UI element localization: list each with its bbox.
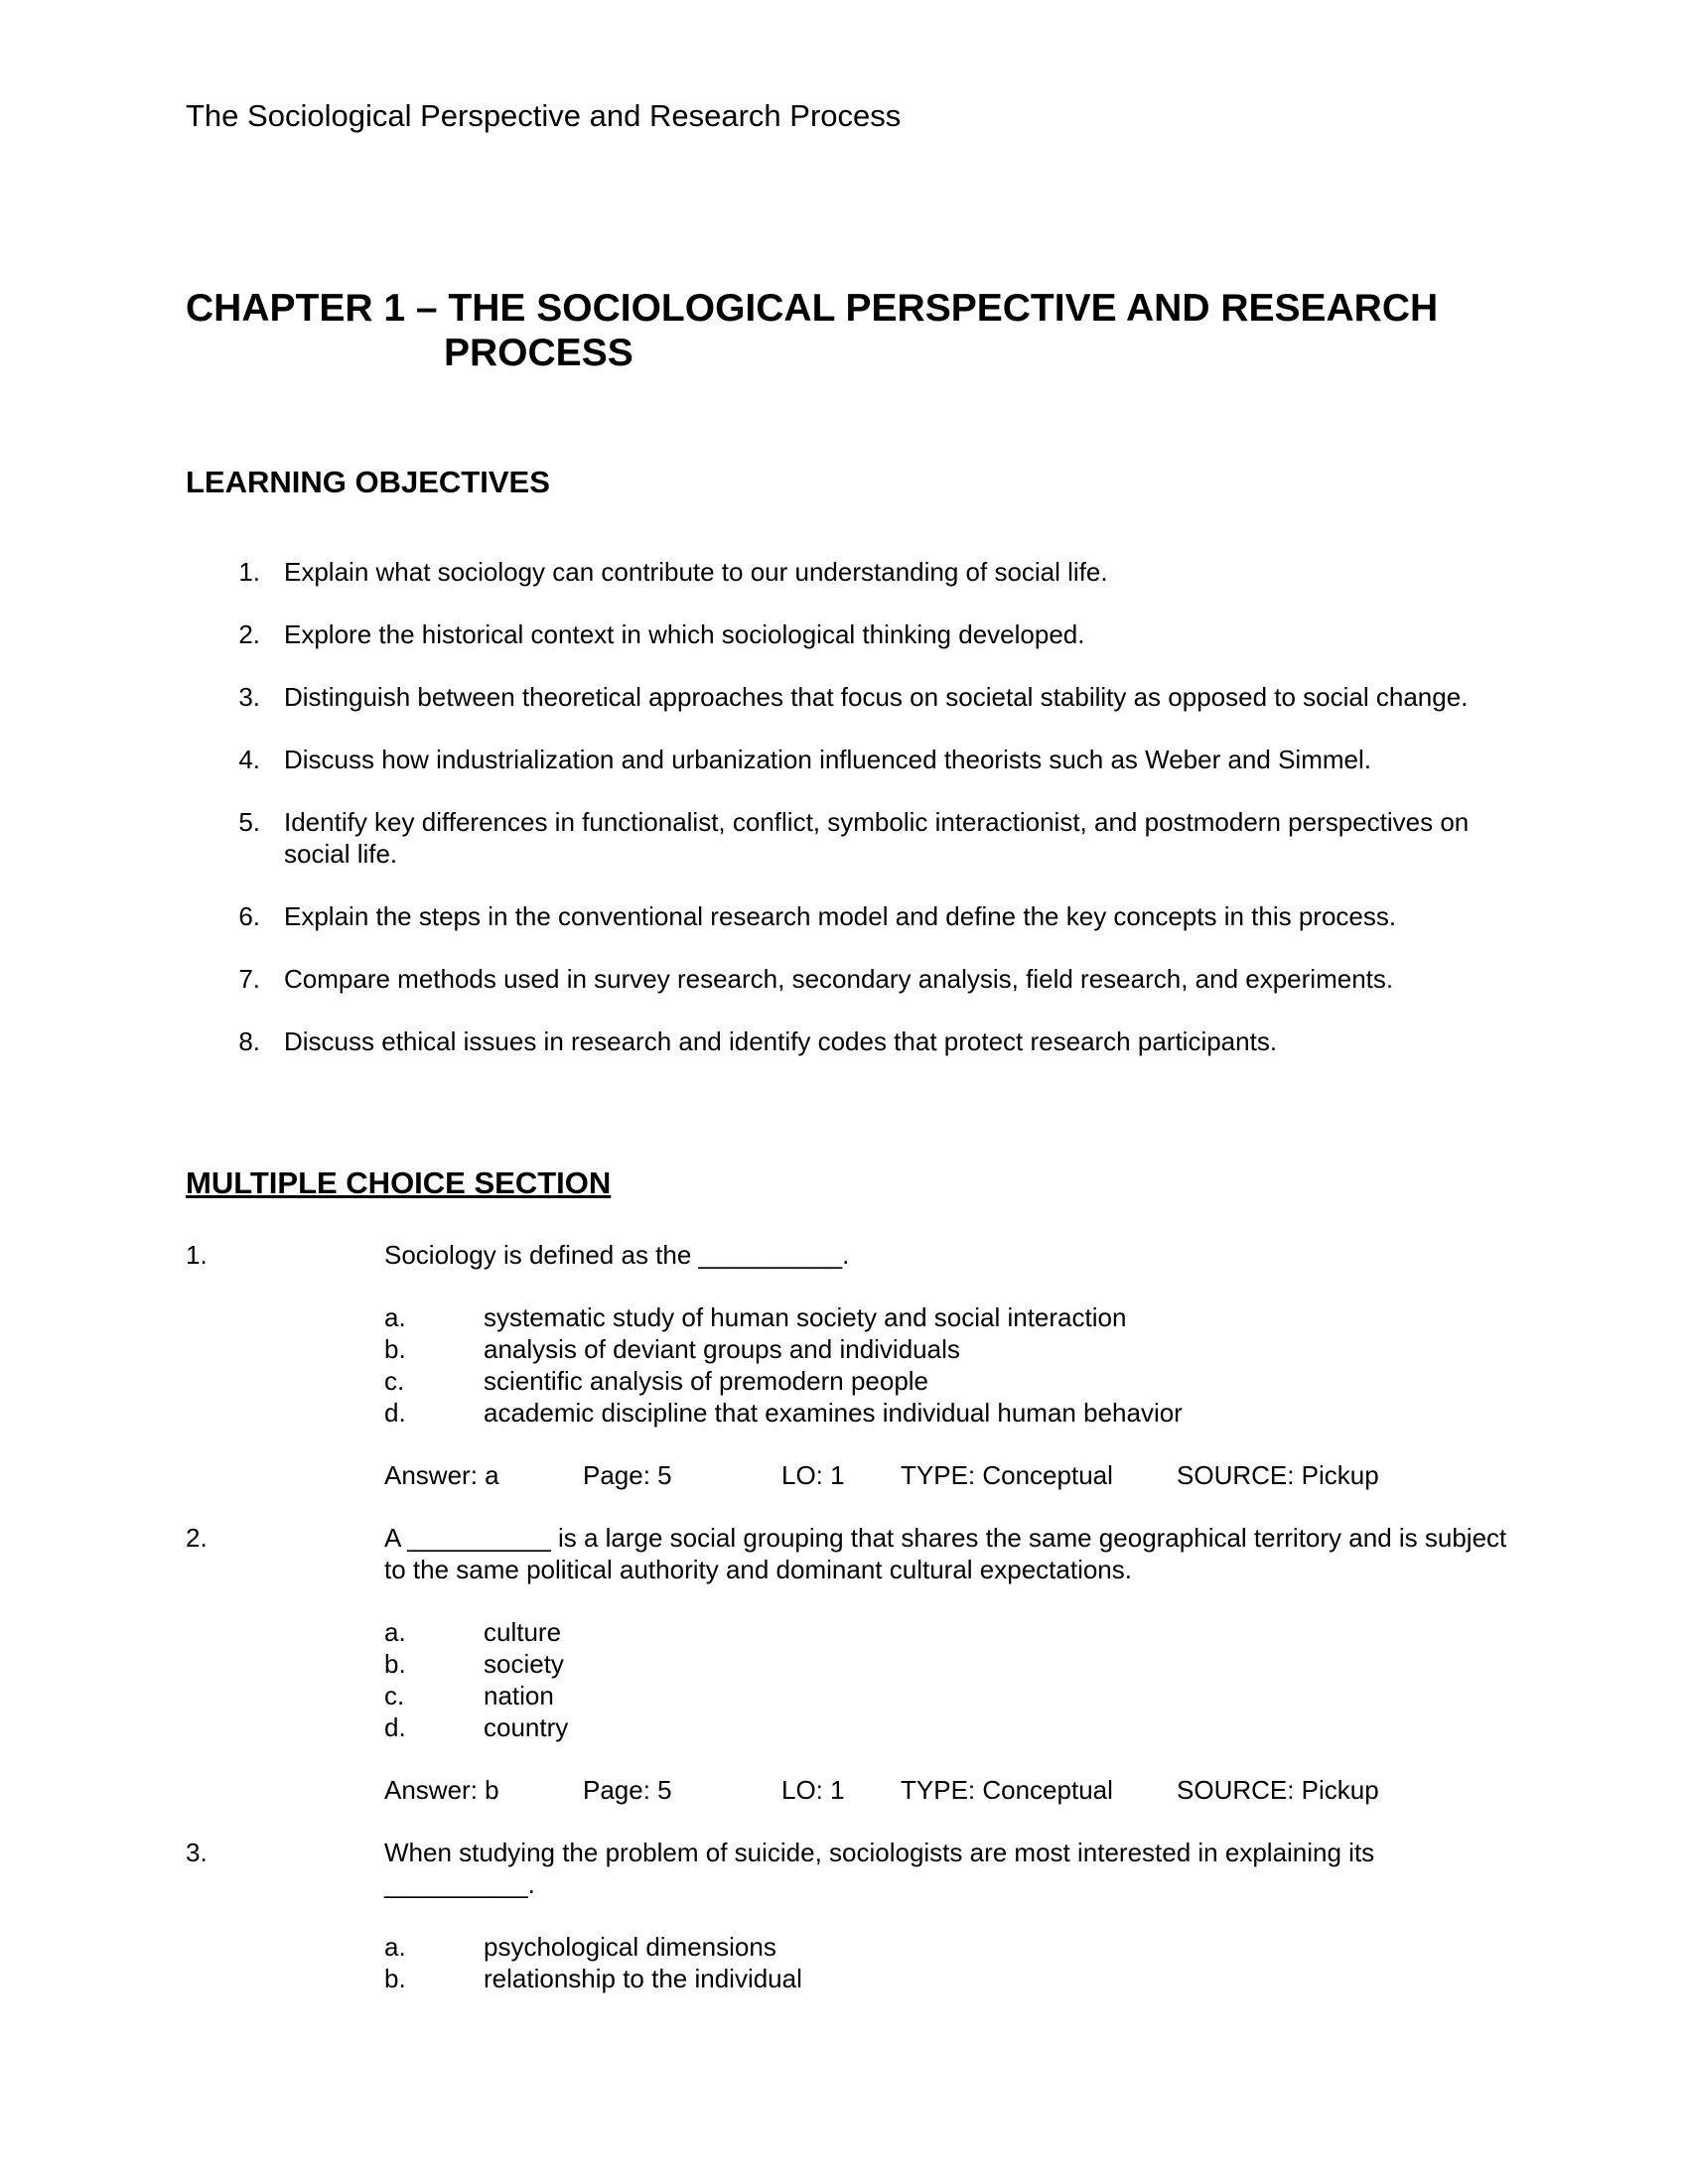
choice-letter: d.: [384, 1712, 406, 1742]
running-header: The Sociological Perspective and Research Process: [186, 98, 902, 133]
choice-item: [384, 1963, 1516, 1994]
choice-text: nation: [484, 1681, 554, 1710]
question-number: 2.: [186, 1523, 208, 1553]
answer-key: Answer: a: [384, 1460, 499, 1490]
choice-letter: a.: [384, 1302, 406, 1332]
choice-item: [384, 1616, 1516, 1648]
question-stem: When studying the problem of suicide, sociologists are most interested in explaining its __________.: [384, 1838, 1375, 1899]
choice-text: academic discipline that examines individual human behavior: [484, 1398, 1183, 1428]
choice-letter: b.: [384, 1334, 406, 1364]
choice-letter: a.: [384, 1932, 406, 1962]
multiple-choice-heading: MULTIPLE CHOICE SECTION: [186, 1165, 612, 1200]
answer-metadata: [384, 1459, 1516, 1491]
choice-list: [384, 1616, 1516, 1743]
objective-number: 7.: [238, 964, 260, 994]
choice-letter: b.: [384, 1649, 406, 1679]
chapter-title: [186, 286, 1516, 375]
chapter-title-line-1: CHAPTER 1 – THE SOCIOLOGICAL PERSPECTIVE AND RESEARCH: [186, 287, 1439, 330]
learning-objectives-list: [186, 556, 1516, 1088]
chapter-title-line-2: PROCESS: [444, 332, 633, 374]
answer-page: Page: 5: [583, 1775, 672, 1805]
objective-number: 8.: [238, 1026, 260, 1056]
questions-list: [186, 1239, 1516, 2025]
choice-letter: d.: [384, 1398, 406, 1428]
choice-text: society: [484, 1649, 564, 1679]
choice-item: [384, 1333, 1516, 1365]
answer-type: TYPE: Conceptual: [901, 1775, 1113, 1805]
question-1: [186, 1239, 1516, 1491]
answer-metadata: [384, 1774, 1516, 1806]
objective-item: [186, 806, 1516, 870]
question-stem: A __________ is a large social grouping that shares the same geographical territory and is subject to the same political authority and dominant cultural expectations.: [384, 1523, 1507, 1584]
choice-item: [384, 1931, 1516, 1963]
choice-item: [384, 1680, 1516, 1711]
objective-text: Explain what sociology can contribute to our understanding of social life.: [284, 557, 1108, 587]
answer-lo: LO: 1: [781, 1460, 845, 1490]
choice-list: [384, 1931, 1516, 1994]
objective-number: 1.: [238, 557, 260, 587]
choice-item: [384, 1648, 1516, 1680]
choice-item: [384, 1711, 1516, 1743]
objective-number: 2.: [238, 619, 260, 649]
choice-text: country: [484, 1712, 569, 1742]
objective-item: [186, 963, 1516, 995]
question-stem: Sociology is defined as the __________.: [384, 1240, 850, 1270]
answer-lo: LO: 1: [781, 1775, 845, 1805]
question-2: [186, 1522, 1516, 1806]
answer-page: Page: 5: [583, 1460, 672, 1490]
choice-item: [384, 1301, 1516, 1333]
objective-item: [186, 1025, 1516, 1057]
objective-text: Explain the steps in the conventional research model and define the key concepts in this process.: [284, 901, 1397, 931]
objective-number: 4.: [238, 745, 260, 774]
objective-item: [186, 744, 1516, 775]
objective-text: Compare methods used in survey research, secondary analysis, field research, and experiments.: [284, 964, 1394, 994]
learning-objectives-heading: LEARNING OBJECTIVES: [186, 465, 550, 499]
objective-text: Explore the historical context in which sociological thinking developed.: [284, 619, 1085, 649]
objective-text: Discuss how industrialization and urbanization influenced theorists such as Weber and Simmel.: [284, 745, 1371, 774]
question-number: 1.: [186, 1240, 208, 1270]
objective-number: 3.: [238, 682, 260, 712]
objective-number: 6.: [238, 901, 260, 931]
objective-item: [186, 618, 1516, 650]
choice-letter: b.: [384, 1964, 406, 1993]
choice-list: [384, 1301, 1516, 1429]
choice-letter: c.: [384, 1366, 405, 1396]
choice-item: [384, 1397, 1516, 1429]
question-3: [186, 1837, 1516, 1994]
choice-text: analysis of deviant groups and individuals: [484, 1334, 960, 1364]
answer-type: TYPE: Conceptual: [901, 1460, 1113, 1490]
choice-letter: a.: [384, 1617, 406, 1647]
objective-text: Distinguish between theoretical approaches that focus on societal stability as opposed to social change.: [284, 682, 1469, 712]
choice-text: scientific analysis of premodern people: [484, 1366, 929, 1396]
objective-number: 5.: [238, 807, 260, 837]
answer-source: SOURCE: Pickup: [1177, 1775, 1379, 1805]
question-number: 3.: [186, 1838, 208, 1867]
objective-text: Identify key differences in functionalist, conflict, symbolic interactionist, and postmodern perspectives on social life.: [284, 807, 1470, 869]
choice-text: psychological dimensions: [484, 1932, 776, 1962]
choice-letter: c.: [384, 1681, 405, 1710]
choice-text: culture: [484, 1617, 562, 1647]
answer-key: Answer: b: [384, 1775, 499, 1805]
objective-item: [186, 900, 1516, 932]
choice-item: [384, 1365, 1516, 1397]
choice-text: systematic study of human society and social interaction: [484, 1302, 1127, 1332]
objective-item: [186, 681, 1516, 713]
objective-text: Discuss ethical issues in research and identify codes that protect research participants.: [284, 1026, 1278, 1056]
objective-item: [186, 556, 1516, 588]
choice-text: relationship to the individual: [484, 1964, 802, 1993]
answer-source: SOURCE: Pickup: [1177, 1460, 1379, 1490]
